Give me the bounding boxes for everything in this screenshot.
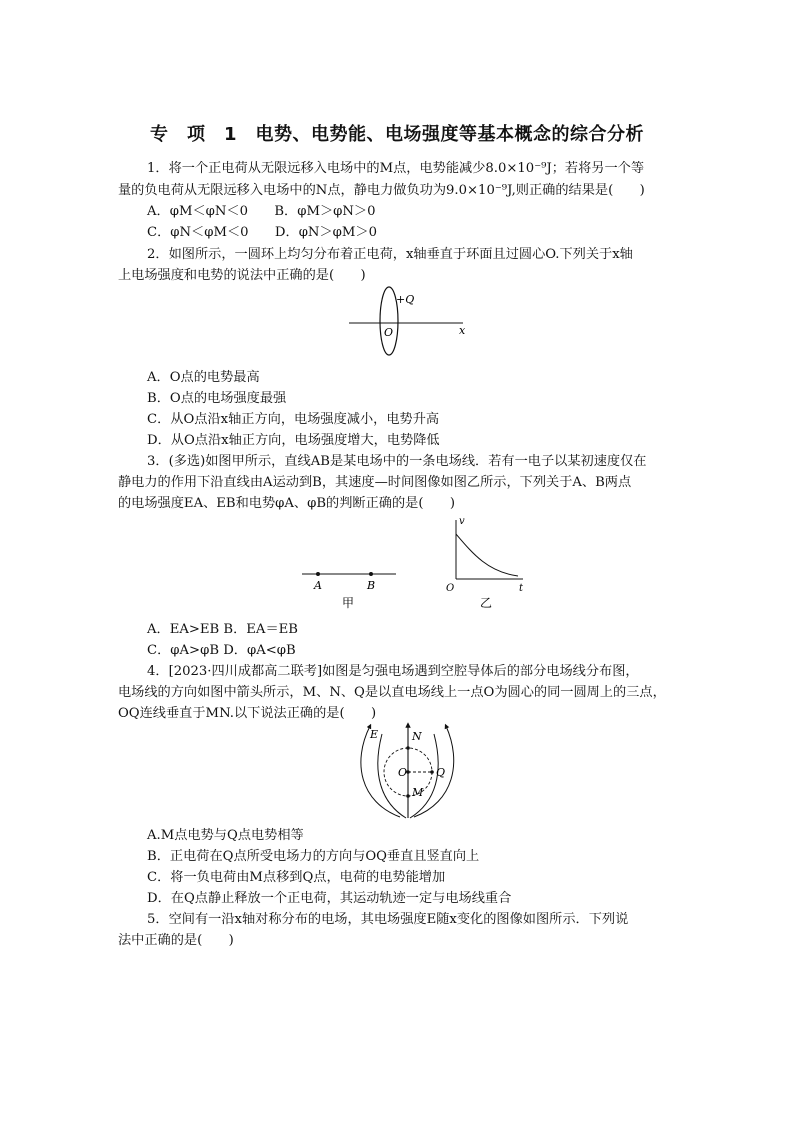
q4-stem-line1: 4．[2023·四川成都高二联考]如图是匀强电场遇到空腔导体后的部分电场线分布图，: [147, 664, 639, 679]
point-n-dot: [406, 746, 410, 750]
point-q-dot: [430, 770, 434, 774]
point-b-dot: [369, 572, 373, 576]
q1-stem-line2: 量的负电荷从无限远移入电场中的N点，静电力做负功为9.0×10⁻⁹J,则正确的结果是( ): [118, 183, 645, 198]
figure-yi-caption: 乙: [480, 596, 493, 610]
q4-option-d: D．在Q点静止释放一个正电荷，其运动轨迹一定与电场线重合: [147, 891, 512, 906]
ring-origin-label: O: [384, 326, 394, 339]
ring-charge-label: +Q: [396, 293, 415, 306]
q3-stem-line1: 3．(多选)如图甲所示，直线AB是某电场中的一条电场线．若有一电子以某初速度仅在: [147, 454, 647, 469]
q2-option-c: C．从O点沿x轴正方向，电场强度减小，电势升高: [147, 412, 440, 427]
vt-v-label: v: [459, 516, 465, 527]
field-line-and-vt-figure: [298, 514, 538, 614]
q5-stem-line2: 法中正确的是( ): [118, 933, 234, 948]
figure-jia-caption: 甲: [342, 596, 355, 610]
point-b-label: B: [367, 579, 376, 592]
q2-option-d: D．从O点沿x轴正方向，电场强度增大，电势降低: [147, 433, 440, 448]
point-n-label: N: [412, 730, 422, 743]
q3-options-ab: A．EA>EB B．EA＝EB: [147, 622, 298, 637]
point-a-label: A: [314, 579, 322, 592]
q4-option-c: C．将一负电荷由M点移到Q点，电荷的电势能增加: [147, 870, 446, 885]
q4-stem-line3: OQ连线垂直于MN.以下说法正确的是( ): [118, 706, 377, 721]
q3-stem-line3: 的电场强度EA、EB和电势φA、φB的判断正确的是( ): [118, 496, 456, 511]
page-title: 专 项 1 电势、电势能、电场强度等基本概念的综合分析: [149, 124, 645, 145]
cavity-field-figure: [350, 722, 468, 820]
point-a-dot: [316, 572, 320, 576]
q5-stem-line1: 5．空间有一沿x轴对称分布的电场，其电场强度E随x变化的图像如图所示．下列说: [147, 912, 629, 927]
vt-origin-label: O: [446, 583, 455, 594]
point-m-dot: [406, 794, 410, 798]
point-q-label: Q: [436, 766, 446, 779]
q2-option-a: A．O点的电势最高: [147, 370, 260, 385]
field-e-label: E: [370, 728, 379, 741]
point-m-label: M: [412, 786, 424, 799]
ring-charge-figure: [345, 285, 475, 360]
vt-curve: [456, 534, 518, 576]
q2-stem-line1: 2．如图所示，一圆环上均匀分布着正电荷，x轴垂直于环面且过圆心O.下列关于x轴: [147, 247, 633, 262]
q3-options-cd: C．φA>φB D．φA<φB: [147, 643, 296, 658]
q2-option-b: B．O点的电场强度最强: [147, 391, 287, 406]
ring-x-axis-label: x: [459, 324, 466, 337]
q1-options-cd: C．φN＜φM＜0 D．φN＞φM＞0: [147, 225, 377, 240]
q4-option-a: A.M点电势与Q点电势相等: [147, 828, 304, 843]
point-o-label: O: [398, 766, 408, 779]
q4-stem-line2: 电场线的方向如图中箭头所示，M、N、Q是以直电场线上一点O为圆心的同一圆周上的三点，: [118, 685, 666, 700]
vt-t-label: t: [519, 583, 524, 594]
q1-options-ab: A．φM＜φN＜0 B．φM＞φN＞0: [147, 204, 376, 219]
q4-option-b: B．正电荷在Q点所受电场力的方向与OQ垂直且竖直向上: [147, 849, 480, 864]
q3-stem-line2: 静电力的作用下沿直线由A运动到B，其速度—时间图像如图乙所示，下列关于A、B两点: [118, 475, 632, 490]
q2-stem-line2: 上电场强度和电势的说法中正确的是( ): [118, 268, 366, 283]
q1-stem-line1: 1．将一个正电荷从无限远移入电场中的M点，电势能减少8.0×10⁻⁹J；若将另一个等: [147, 161, 645, 176]
